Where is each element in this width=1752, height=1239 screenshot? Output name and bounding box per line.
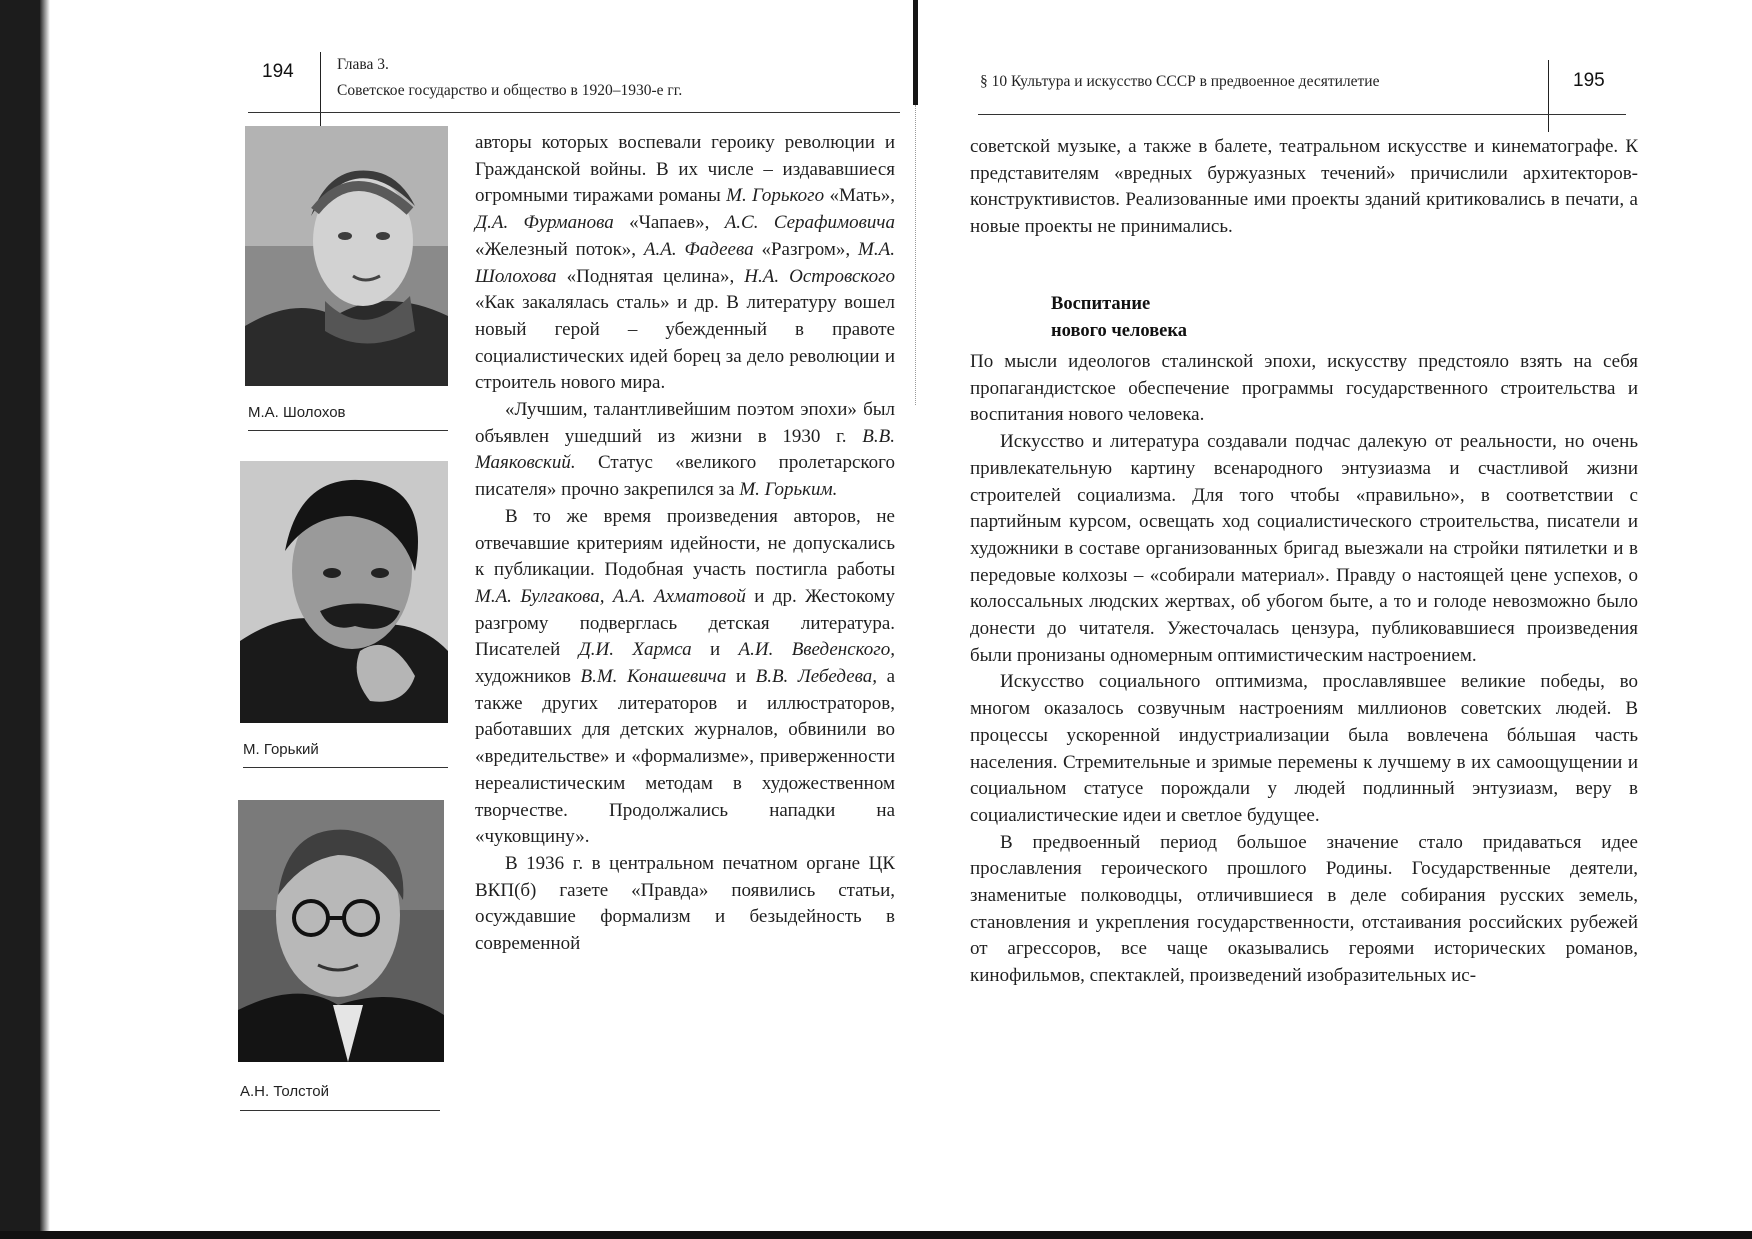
italic-name: В.В. Лебедева,: [755, 666, 878, 688]
italic-name: А.С. Серафимовича: [724, 212, 895, 234]
paragraph: Искусство и литература создавали подчас далекую от реальности, но очень привлекательную картину всенародного энтузиазма и счастливой жизни строителей социализма. Для того чтобы «правильно», в соответствии с партийным курсом, освещать ход социалистического строительства, писатели и художники в составе организованных бригад выезжали на стройки пятилетки и в передовые колхозы – «собирали материал». Правду о настоящей цене успехов, о колоссальных людских жертвах, об убогом быте, а то и голоде невозможно было донести до читателя. Ужесточалась цензура, публиковавшиеся произведения были пронизаны одномерным оптимистическим настроением.: [970, 431, 1638, 666]
right-intro-text: [970, 134, 1638, 241]
running-head-title: Советское государство и общество в 1920–1930-е гг.: [337, 82, 683, 99]
caption-rule: [243, 767, 448, 768]
page-number: 194: [262, 61, 294, 82]
paragraph: В то же время произведения авторов, не отвечавшие критериям идейности, не допускались к публикации. Подобная участь постигла работы М.А. Булгакова, А.А. Ахматовой и др. Жестокому разгрому подверглась детская литература. Писателей Д.И. Хармса и А.И. Введенского, художников В.М. Конашевича и В.В. Лебедева, а также других литераторов и иллюстраторов, работавших для детских журналов, обвинили во «вредительстве» и «формализме», приверженности нереалистическим методам в художественном творчестве. Продолжались нападки на «чуковщину».: [475, 505, 896, 848]
paragraph: В 1936 г. в центральном печатном органе ЦК ВКП(б) газете «Правда» появились статьи, осуждавшие формализм и безыдейность в современной: [475, 852, 895, 955]
caption-tolstoy: А.Н. Толстой: [240, 1083, 330, 1100]
italic-name: М.А. Булгакова, А.А. Ахматовой: [475, 585, 746, 607]
header-rule: [978, 114, 1626, 115]
italic-name: Н.А. Островского: [744, 265, 895, 287]
portrait-tolstoy-photo: [238, 800, 444, 1062]
italic-name: М. Горького: [726, 185, 825, 207]
paragraph: «Лучшим, талантливейшим поэтом эпохи» был объявлен ушедший из жизни в 1930 г. В.В. Маяковский. Статус «великого пролетарского писателя» прочно закрепился за М. Горьким.: [475, 399, 895, 501]
running-head-section: § 10 Культура и искусство СССР в предвоенное десятилетие: [980, 73, 1380, 90]
section-title: [1051, 291, 1187, 345]
right-page: [918, 0, 1752, 1239]
caption-sholokhov: М.А. Шолохов: [248, 404, 346, 421]
paragraph: В предвоенный период большое значение стало придаваться идее прославления героического прошлого Родины. Государственные деятели, знаменитые полководцы, отличившиеся в деле собирания русских земель, становления и укрепления государственности, отстаивания российских рубежей от агрессоров, все чаще оказывались героями исторических романов, кинофильмов, спектаклей, произведений изобразительных ис-: [970, 831, 1638, 987]
portrait-gorky-photo: [240, 461, 448, 723]
paragraph: советской музыке, а также в балете, театральном искусстве и кинематографе. К представителям «вредных буржуазных течений» причислили архитекторов-конструктивистов. Реализованные ими проекты зданий критиковались в печати, а новые проекты не принимались.: [970, 136, 1638, 238]
left-text-column: [475, 130, 895, 958]
caption-rule: [240, 1110, 440, 1111]
caption-rule: [248, 430, 448, 431]
right-text-column: [970, 349, 1638, 990]
italic-name: Д.А. Фурманова: [475, 212, 614, 234]
header-divider: [320, 52, 321, 126]
paragraph: авторы которых воспевали героику революции и Гражданской войны. В их числе – издававшиеся огромными тиражами романы М. Горького «Мать», Д.А. Фурманова «Чапаев», А.С. Серафимовича «Железный поток», А.А. Фадеева «Разгром», М.А. Шолохова «Поднятая целина», Н.А. Островского «Как закалялась сталь» и др. В литературу вошел новый герой – убежденный в правоте социалистических идей борец за дело революции и строитель нового мира.: [475, 132, 895, 394]
italic-name: А.А. Фадеева: [643, 238, 754, 260]
section-title-line: Воспитание: [1051, 294, 1151, 314]
italic-name: М. Горьким.: [739, 479, 838, 501]
paragraph: Искусство социального оптимизма, прославлявшее великие победы, во многом оказалось созвучным настроениям миллионов советских людей. В процессы ускоренной индустриализации была вовлечена бóльшая часть населения. Стремительные и зримые перемены к лучшему в их самоощущении и социальном статусе порождали у людей подлинный энтузиазм, веру в социалистические идеи и светлое будущее.: [970, 671, 1638, 826]
section-title-line: нового человека: [1051, 321, 1188, 341]
italic-name: М.А. Шолохова: [475, 238, 895, 287]
italic-name: А.И. Введенского,: [738, 639, 895, 661]
italic-name: В.М. Конашевича: [580, 666, 727, 688]
paragraph: По мысли идеологов сталинской эпохи, искусству предстояло взять на себя пропагандистское обеспечение программы государственного строительства и воспитания нового человека.: [970, 351, 1638, 426]
page-number: 195: [1573, 70, 1605, 91]
running-head-chapter: Глава 3.: [337, 56, 389, 73]
portrait-sholokhov-photo: [245, 126, 448, 386]
italic-name: В.В. Маяковский.: [475, 425, 895, 474]
caption-gorky: М. Горький: [243, 741, 319, 758]
header-divider: [1548, 60, 1549, 132]
header-rule: [248, 112, 900, 113]
italic-name: Д.И. Хармса: [578, 639, 692, 661]
